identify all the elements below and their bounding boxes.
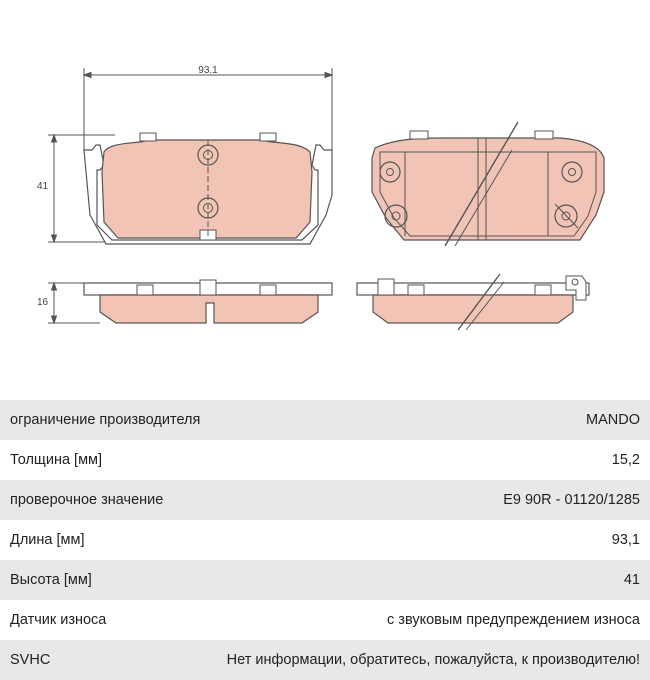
spec-row-thickness: [0, 440, 650, 480]
arrow-icon: [52, 135, 57, 142]
spec-label: Датчик износа: [10, 612, 107, 628]
spec-label: Длина [мм]: [10, 532, 85, 548]
spec-value: MANDO: [586, 412, 640, 428]
spec-row-height: [0, 560, 650, 600]
arrow-icon: [52, 235, 57, 242]
spec-label: проверочное значение: [10, 492, 164, 508]
pad-side-view-left: [84, 280, 332, 323]
spec-label: Толщина [мм]: [10, 452, 103, 468]
spec-row-svhc: [0, 640, 650, 680]
spec-value: 15,2: [611, 452, 640, 468]
dim-height-label: 41: [37, 181, 49, 192]
spec-label: SVHC: [10, 652, 51, 668]
arrow-icon: [52, 283, 57, 290]
spec-row-wear-sensor: [0, 600, 650, 640]
spec-label: ограничение производителя: [10, 412, 201, 428]
spec-value: E9 90R - 01120/1285: [503, 492, 640, 508]
pad-back-view-right: [372, 122, 604, 246]
arrow-icon: [84, 73, 91, 78]
spec-value: Нет информации, обратитесь, пожалуйста, к производителю!: [226, 652, 640, 668]
specs-table: [0, 400, 650, 680]
spec-row-test-value: [0, 480, 650, 520]
arrow-icon: [52, 316, 57, 323]
spec-row-length: [0, 520, 650, 560]
spec-value: 93,1: [611, 532, 640, 548]
dim-length-label: 93.1: [198, 65, 218, 76]
pad-front-view-left: [84, 133, 332, 244]
spec-value: 41: [623, 572, 640, 588]
pad-side-view-right: [357, 274, 589, 330]
dim-thickness-label: 16: [37, 297, 49, 308]
spec-value: с звуковым предупреждением износа: [387, 612, 640, 628]
arrow-icon: [325, 73, 332, 78]
spec-label: Высота [мм]: [10, 572, 92, 588]
spec-row-manufacturer: [0, 400, 650, 440]
